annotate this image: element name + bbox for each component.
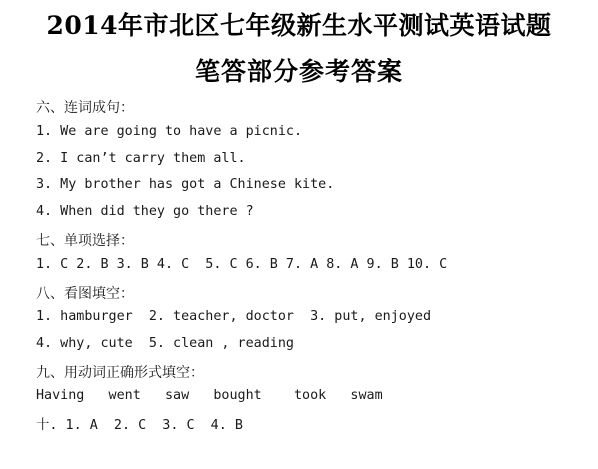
document-subtitle: 笔答部分参考答案 [194,57,403,86]
section-9-heading: 九、用动词正确形式填空： [36,365,204,381]
section-10-answers: 十. 1. A 2. C 3. C 4. B [36,418,243,433]
document-title: 2014年市北区七年级新生水平测试英语试题 [46,11,552,40]
section-8-heading: 八、看图填空： [36,286,134,302]
section-7-answers: 1. C 2. B 3. B 4. C 5. C 6. B 7. A 8. A 9. B 10. C [36,257,448,272]
section-6-item-1: 1. We are going to have a picnic. [36,124,303,139]
section-6-item-4: 4. When did they go there ? [36,204,254,219]
section-6-heading: 六、连词成句： [36,100,134,116]
section-7-heading: 七、单项选择： [36,233,134,249]
section-8-item-2: 4. why, cute 5. clean , reading [36,336,294,351]
section-9-answers: Having went saw bought took swam [36,388,383,403]
section-8-item-1: 1. hamburger 2. teacher, doctor 3. put, enjoyed [36,309,432,324]
section-6-item-3: 3. My brother has got a Chinese kite. [36,177,335,192]
section-6-item-2: 2. I can’t carry them all. [36,151,246,166]
